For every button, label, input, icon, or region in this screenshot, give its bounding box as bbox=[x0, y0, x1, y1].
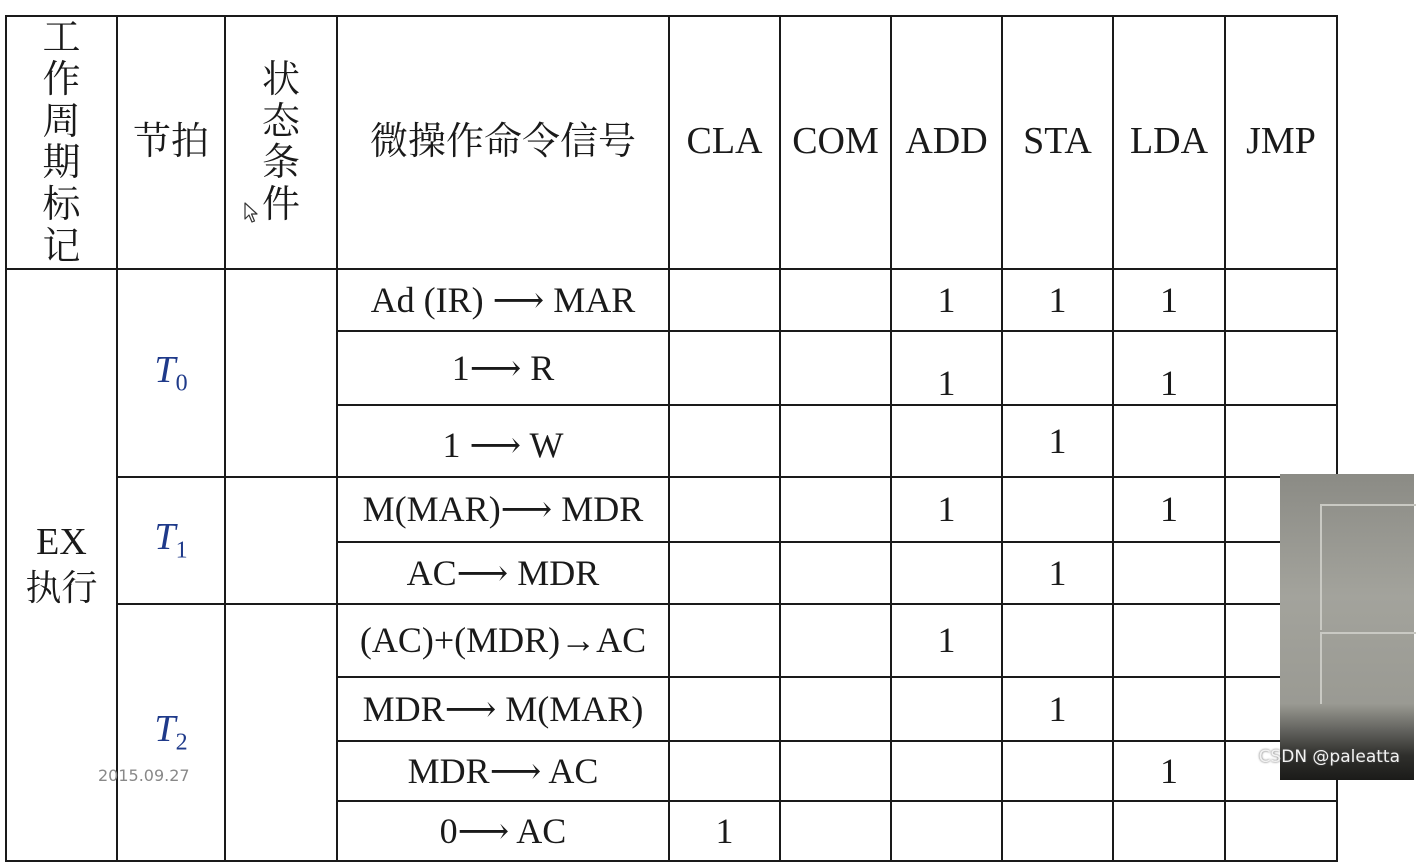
table-row bbox=[6, 604, 1337, 677]
sta-cell bbox=[1002, 331, 1113, 405]
cla-cell bbox=[669, 331, 780, 405]
beat-subscript: 1 bbox=[175, 538, 188, 565]
lda-cell bbox=[1113, 677, 1225, 741]
header-beat: 节拍 bbox=[117, 16, 225, 269]
com-cell bbox=[780, 477, 891, 542]
header-jmp: JMP bbox=[1225, 16, 1337, 269]
beat-t0 bbox=[117, 269, 225, 477]
add-cell bbox=[891, 542, 1002, 604]
com-cell bbox=[780, 604, 891, 677]
lda-cell bbox=[1113, 801, 1225, 861]
cla-cell: 1 bbox=[669, 801, 780, 861]
sta-cell: 1 bbox=[1002, 405, 1113, 477]
op-cell: MDR⟶ M(MAR) bbox=[337, 677, 669, 741]
lda-cell: 1 bbox=[1113, 269, 1225, 331]
lda-cell: 1 bbox=[1113, 741, 1225, 801]
header-state: 状态条件 bbox=[225, 16, 337, 269]
sta-cell: 1 bbox=[1002, 269, 1113, 331]
op-cell: 1 ⟶ W bbox=[337, 405, 669, 477]
header-cla: CLA bbox=[669, 16, 780, 269]
cla-cell bbox=[669, 677, 780, 741]
beat-subscript: 2 bbox=[175, 730, 188, 757]
op-cell: 0⟶ AC bbox=[337, 801, 669, 861]
add-cell bbox=[891, 741, 1002, 801]
cla-cell bbox=[669, 604, 780, 677]
sta-cell: 1 bbox=[1002, 542, 1113, 604]
beat-letter: T bbox=[154, 348, 176, 391]
jmp-cell bbox=[1225, 801, 1337, 861]
micro-operation-table bbox=[5, 15, 1338, 862]
cycle-label-exec: 执行 bbox=[25, 568, 98, 610]
op-cell: M(MAR)⟶ MDR bbox=[337, 477, 669, 542]
lda-cell: 1 bbox=[1113, 477, 1225, 542]
lda-cell bbox=[1113, 542, 1225, 604]
com-cell bbox=[780, 331, 891, 405]
table-row bbox=[6, 477, 1337, 542]
header-add: ADD bbox=[891, 16, 1002, 269]
sta-cell bbox=[1002, 801, 1113, 861]
add-cell: 1 bbox=[891, 331, 1002, 405]
state-cell-t2 bbox=[225, 604, 337, 861]
cla-cell bbox=[669, 542, 780, 604]
sta-cell bbox=[1002, 741, 1113, 801]
lda-cell bbox=[1113, 604, 1225, 677]
state-cell-t0 bbox=[225, 269, 337, 477]
add-cell bbox=[891, 405, 1002, 477]
header-sta: STA bbox=[1002, 16, 1113, 269]
com-cell bbox=[780, 741, 891, 801]
op-cell: 1⟶ R bbox=[337, 331, 669, 405]
cla-cell bbox=[669, 405, 780, 477]
footer-date: 2015.09.27 bbox=[98, 766, 190, 785]
add-cell bbox=[891, 801, 1002, 861]
sta-cell: 1 bbox=[1002, 677, 1113, 741]
beat-subscript: 0 bbox=[175, 370, 188, 397]
webcam-video-overlay bbox=[1280, 474, 1414, 780]
jmp-cell bbox=[1225, 405, 1337, 477]
cla-cell bbox=[669, 741, 780, 801]
header-signal: 微操作命令信号 bbox=[337, 16, 669, 269]
table-row bbox=[6, 269, 1337, 331]
op-cell: AC⟶ MDR bbox=[337, 542, 669, 604]
webcam-background-panel bbox=[1320, 632, 1416, 704]
header-cycle: 工作周期标记 bbox=[6, 16, 117, 269]
header-row bbox=[6, 16, 1337, 269]
com-cell bbox=[780, 677, 891, 741]
com-cell bbox=[780, 269, 891, 331]
cycle-label-ex: EX bbox=[36, 520, 87, 563]
sta-cell bbox=[1002, 604, 1113, 677]
jmp-cell bbox=[1225, 331, 1337, 405]
add-cell bbox=[891, 677, 1002, 741]
header-com: COM bbox=[780, 16, 891, 269]
jmp-cell bbox=[1225, 269, 1337, 331]
com-cell bbox=[780, 801, 891, 861]
watermark: CSDN @paleatta bbox=[1258, 747, 1400, 767]
beat-letter: T bbox=[154, 708, 176, 751]
webcam-background-panel bbox=[1320, 504, 1416, 630]
cla-cell bbox=[669, 269, 780, 331]
op-cell: Ad (IR) ⟶ MAR bbox=[337, 269, 669, 331]
beat-t2 bbox=[117, 604, 225, 861]
cla-cell bbox=[669, 477, 780, 542]
add-cell: 1 bbox=[891, 477, 1002, 542]
beat-t1 bbox=[117, 477, 225, 604]
com-cell bbox=[780, 405, 891, 477]
sta-cell bbox=[1002, 477, 1113, 542]
op-cell: MDR⟶ AC bbox=[337, 741, 669, 801]
state-cell-t1 bbox=[225, 477, 337, 604]
add-cell: 1 bbox=[891, 269, 1002, 331]
add-cell: 1 bbox=[891, 604, 1002, 677]
header-lda: LDA bbox=[1113, 16, 1225, 269]
op-cell: (AC)+(MDR)→AC bbox=[337, 604, 669, 677]
beat-letter: T bbox=[154, 516, 176, 559]
com-cell bbox=[780, 542, 891, 604]
lda-cell: 1 bbox=[1113, 331, 1225, 405]
mouse-pointer-icon bbox=[244, 202, 260, 224]
lda-cell bbox=[1113, 405, 1225, 477]
